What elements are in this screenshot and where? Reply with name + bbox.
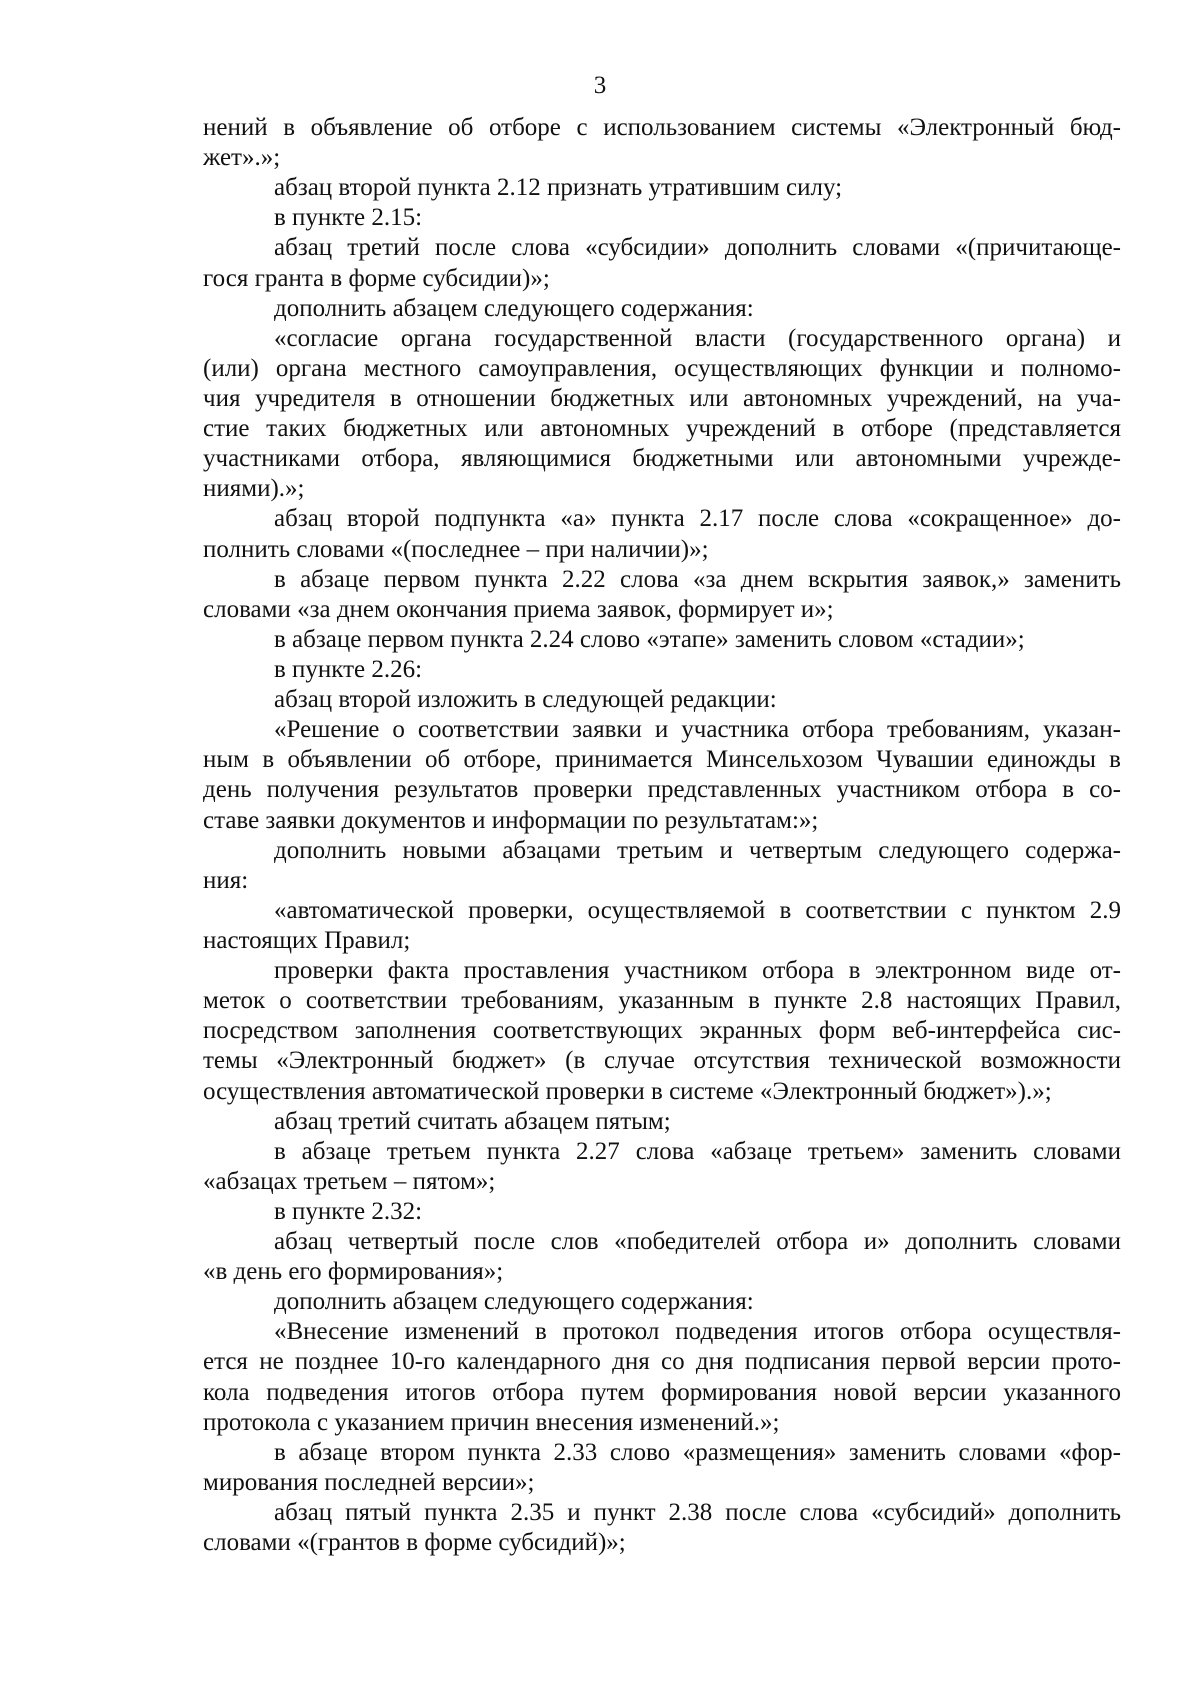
text-line: ния: bbox=[203, 866, 249, 894]
text-line: в абзаце первом пункта 2.24 слово «этапе» заменить словом «стадии»; bbox=[274, 625, 1025, 653]
text-line: абзац четвертый после слов «победителей отбора и» дополнить словами bbox=[274, 1228, 1121, 1256]
text-line: «автоматической проверки, осуществляемой в соответствии с пунктом 2.9 bbox=[274, 896, 1121, 924]
text-line: «абзацах третьем – пятом»; bbox=[203, 1167, 496, 1195]
text-line: ется не позднее 10-го календарного дня со дня подписания первой версии прото- bbox=[203, 1348, 1121, 1376]
text-line: кола подведения итогов отбора путем формирования новой версии указанного bbox=[203, 1378, 1121, 1406]
text-line: стие таких бюджетных или автономных учреждений в отборе (представляется bbox=[203, 415, 1121, 443]
text-line: дополнить абзацем следующего содержания: bbox=[274, 294, 754, 322]
text-line: абзац третий считать абзацем пятым; bbox=[274, 1107, 671, 1135]
text-line: настоящих Правил; bbox=[203, 926, 411, 954]
text-line: осуществления автоматической проверки в системе «Электронный бюджет»).»; bbox=[203, 1077, 1052, 1105]
text-line: дополнить новыми абзацами третьим и четвертым следующего содержа- bbox=[274, 836, 1121, 864]
text-line: проверки факта проставления участником отбора в электронном виде от- bbox=[274, 957, 1121, 985]
text-line: словами «за днем окончания приема заявок, формирует и»; bbox=[203, 595, 834, 623]
text-line: протокола с указанием причин внесения изменений.»; bbox=[203, 1408, 780, 1436]
text-line: дополнить абзацем следующего содержания: bbox=[274, 1288, 754, 1316]
text-line: в пункте 2.26: bbox=[274, 655, 423, 683]
text-line: в абзаце третьем пункта 2.27 слова «абзаце третьем» заменить словами bbox=[274, 1137, 1121, 1165]
text-line: участниками отбора, являющимися бюджетными или автономными учрежде- bbox=[203, 445, 1121, 473]
text-line: в абзаце втором пункта 2.33 слово «размещения» заменить словами «фор- bbox=[274, 1438, 1121, 1466]
text-line: в абзаце первом пункта 2.22 слова «за днем вскрытия заявок,» заменить bbox=[274, 565, 1121, 593]
text-line: абзац третий после слова «субсидии» дополнить словами «(причитающе- bbox=[274, 234, 1121, 262]
text-line: «Внесение изменений в протокол подведения итогов отбора осуществля- bbox=[274, 1318, 1121, 1346]
text-line: «согласие органа государственной власти (государственного органа) и bbox=[274, 324, 1121, 352]
text-line: ным в объявлении об отборе, принимается Минсельхозом Чувашии единожды в bbox=[203, 746, 1121, 774]
text-line: день получения результатов проверки представленных участником отбора в со- bbox=[203, 776, 1121, 804]
text-line: ниями).»; bbox=[203, 475, 305, 503]
text-line: абзац второй подпункта «а» пункта 2.17 после слова «сокращенное» до- bbox=[274, 505, 1121, 533]
text-line: жет».»; bbox=[203, 144, 281, 172]
text-line: мирования последней версии»; bbox=[203, 1468, 535, 1496]
text-line: (или) органа местного самоуправления, осуществляющих функции и полномо- bbox=[203, 354, 1121, 382]
text-line: в пункте 2.15: bbox=[274, 204, 423, 232]
text-line: в пункте 2.32: bbox=[274, 1197, 423, 1225]
document-body bbox=[203, 113, 1121, 1558]
text-line: ставе заявки документов и информации по результатам:»; bbox=[203, 806, 819, 834]
text-line: меток о соответствии требованиям, указанным в пункте 2.8 настоящих Правил, bbox=[203, 987, 1121, 1015]
page-number: 3 bbox=[593, 72, 607, 99]
text-line: нений в объявление об отборе с использованием системы «Электронный бюд- bbox=[203, 114, 1121, 141]
text-line: полнить словами «(последнее – при наличии)»; bbox=[203, 535, 709, 563]
text-line: гося гранта в форме субсидии)»; bbox=[203, 264, 550, 292]
text-line: чия учредителя в отношении бюджетных или автономных учреждений, на уча- bbox=[203, 384, 1121, 412]
text-line: посредством заполнения соответствующих экранных форм веб-интерфейса сис- bbox=[203, 1017, 1121, 1045]
text-line: темы «Электронный бюджет» (в случае отсутствия технической возможности bbox=[203, 1047, 1121, 1075]
text-line: абзац пятый пункта 2.35 и пункт 2.38 после слова «субсидий» дополнить bbox=[274, 1499, 1121, 1527]
text-line: «в день его формирования»; bbox=[203, 1258, 504, 1286]
text-line: словами «(грантов в форме субсидий)»; bbox=[203, 1529, 626, 1557]
text-line: абзац второй пункта 2.12 признать утратившим силу; bbox=[274, 174, 843, 202]
text-line: «Решение о соответствии заявки и участника отбора требованиям, указан- bbox=[274, 716, 1121, 744]
text-line: абзац второй изложить в следующей редакции: bbox=[274, 686, 777, 714]
